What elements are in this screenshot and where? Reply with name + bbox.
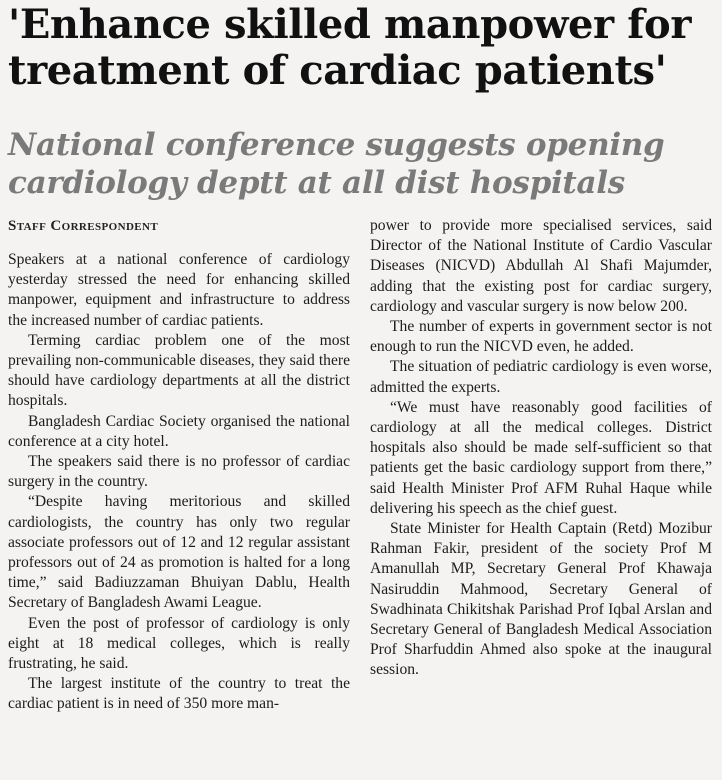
paragraph: Bangladesh Cardiac Society organised the national conference at a city hotel. xyxy=(8,412,350,450)
paragraph: The largest institute of the country to treat the cardiac patient is in need of 350 more man- xyxy=(8,675,350,713)
paragraph: The speakers said there is no professor of cardiac surgery in the country. xyxy=(8,453,350,491)
paragraph: The number of experts in government sector is not enough to run the NICVD even, he added. xyxy=(370,318,712,356)
byline: Staff Correspondent xyxy=(8,218,159,234)
paragraph: “We must have reasonably good facilities of cardiology at all the medical colleges. District hospitals also should be made self-sufficient so that patients get the basic cardiology support from there,” said Health Minister Prof AFM Ruhal Haque while delivering his speech as the chief guest. xyxy=(370,398,712,517)
paragraph: “Despite having meritorious and skilled cardiologists, the country has only two regular associate professors out of 12 and 12 regular assistant professors out of 24 as promotion is halted for a long time,” said Badiuzzaman Bhuiyan Dablu, Health Secretary of Bangladesh Awami League. xyxy=(8,493,350,612)
paragraph: Speakers at a national conference of cardiology yesterday stressed the need for enhancing skilled manpower, equipment and infrastructure to address the increased number of cardiac patients. xyxy=(8,251,350,329)
paragraph: Even the post of professor of cardiology is only eight at 18 medical colleges, which is really frustrating, he said. xyxy=(8,614,350,673)
paragraph: State Minister for Health Captain (Retd) Mozibur Rahman Fakir, president of the society Prof M Amanullah MP, Secretary General Prof Khawaja Nasiruddin Mahmood, Secretary General of Swadhinata Chikitshak Parishad Prof Iqbal Arslan and Secretary General of Bangladesh Medical Association Prof Sharfuddin Ahmed also spoke at the inaugural session. xyxy=(370,520,712,679)
article-headline: 'Enhance skilled manpower for treatment of cardiac patients' xyxy=(8,1,692,94)
article-column-2 xyxy=(370,216,712,681)
article-subheadline: National conference suggests opening cardiology deptt at all dist hospitals xyxy=(8,127,665,201)
paragraph: Terming cardiac problem one of the most prevailing non-communicable diseases, they said there should have cardiology departments at all the district hospitals. xyxy=(8,331,350,410)
article-column-1 xyxy=(8,250,350,715)
paragraph: power to provide more specialised services, said Director of the National Institute of Cardio Vascular Diseases (NICVD) Abdullah Al Shafi Majumder, adding that the existing post for cardiac surgery, cardiology and vascular surgery is now below 200. xyxy=(370,217,712,315)
paragraph: The situation of pediatric cardiology is even worse, admitted the experts. xyxy=(370,358,712,396)
